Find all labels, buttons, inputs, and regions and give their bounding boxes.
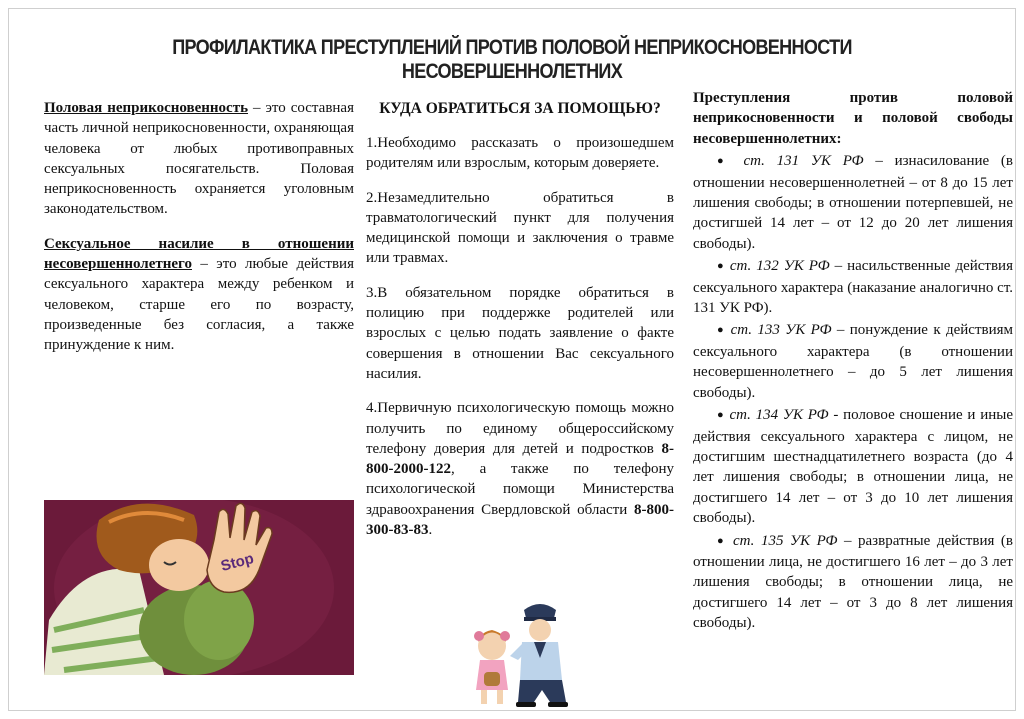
bullet-icon: ● xyxy=(717,409,725,422)
bullet-icon: ● xyxy=(717,260,725,273)
help-step-2: 2.Незамедлительно обратиться в травматологический пункт для получения медицинской помощи и заключения о травме или травмах. xyxy=(366,189,674,267)
stop-child-illustration xyxy=(44,500,354,675)
crime-article-text: – изнасилование (в отношении несовершеннолетней – от 8 до 15 лет лишения свободы; в отношении потерпевшей, не достигшей 14 лет – от 12 до 20 лет лишения свободы). xyxy=(693,153,1014,252)
police-girl-illustration xyxy=(462,598,572,710)
help-heading: КУДА ОБРАТИТЬСЯ ЗА ПОМОЩЬЮ? xyxy=(379,100,661,117)
crime-article-number: ст. 132 УК РФ xyxy=(729,258,830,275)
right-column xyxy=(693,88,1013,634)
term-1: Половая неприкосновенность xyxy=(44,100,249,116)
crime-list xyxy=(693,151,1013,633)
crime-article-item xyxy=(693,405,1013,528)
bullet-icon: ● xyxy=(717,534,727,547)
term-2: Сексуальное насилие в отношении несовершеннолетнего xyxy=(44,235,354,273)
help-step-1: 1.Необходимо рассказать о произошедшем родителям или взрослым, которым доверяете. xyxy=(366,135,674,172)
help-step-3: 3.В обязательном порядке обратиться в полицию при поддержке родителей или взрослых с целью подать заявление о факте совершения в отношении Вас сексуального насилия. xyxy=(366,284,674,382)
crimes-lead: Преступления против половой неприкосновенности и половой свободы несовершеннолетних: xyxy=(693,90,1013,147)
crime-article-text: – понуждение к действиям сексуального характера (в отношении несовершеннолетнего – до 5 лет лишения свободы). xyxy=(693,322,1013,401)
crime-article-item xyxy=(693,531,1013,634)
hotline-phone-1: 8-800-2000-122 xyxy=(366,440,674,478)
stop-child-image xyxy=(44,500,354,675)
crime-article-text: – насильственные действия сексуального характера (наказание аналогично ст. 131 УК РФ). xyxy=(693,258,1013,317)
crime-article-number: ст. 131 УК РФ xyxy=(743,153,864,170)
crime-article-number: ст. 134 УК РФ xyxy=(729,407,829,424)
definition-1: – это составная часть личной неприкосновенности, охраняющая человека от любых противоправных сексуальных посягательств. Половая неприкосновенность охраняется уголовным законодательством. xyxy=(44,100,354,218)
definition-paragraph-2 xyxy=(44,234,354,356)
police-girl-image xyxy=(462,598,572,710)
definition-paragraph-1 xyxy=(44,98,354,220)
stop-hand-text: Stop xyxy=(219,549,256,575)
crime-article-text: - половое сношение и иные действия сексуального характера с лицом, не достигшим шестнадцатилетнего возраста (до 4 лет лишения свободы; в отношении лица, не достигшего 14 лет – от 3 до 10 лет лишения свободы). xyxy=(693,407,1013,527)
help-step-4-text-c: . xyxy=(428,522,433,539)
help-step-4-text-b: , а также по телефону психологической помощи Министерства здравоохранения Свердловской области xyxy=(366,461,674,518)
crime-article-item xyxy=(693,151,1013,254)
hotline-phone-2: 8-800-300-83-83 xyxy=(366,501,674,539)
crime-article-text: – развратные действия (в отношении лица, не достигшего 16 лет – до 3 лет лишения свободы; в отношении лица, не достигшего 14 лет – от 3 до 8 лет лишения свободы). xyxy=(693,532,1013,632)
middle-column xyxy=(366,98,674,554)
bullet-icon: ● xyxy=(717,155,732,168)
help-step-4 xyxy=(366,398,674,540)
left-column xyxy=(44,98,354,356)
crime-article-number: ст. 133 УК РФ xyxy=(730,322,832,339)
crime-article-item xyxy=(693,256,1013,318)
crime-article-number: ст. 135 УК РФ xyxy=(733,532,838,549)
crime-article-item xyxy=(693,320,1013,403)
definition-2: – это любые действия сексуального характера между ребенком и человеком, старше его по возрасту, произведенные без согласия, а также принуждение к ним. xyxy=(44,256,354,354)
bullet-icon: ● xyxy=(717,324,726,337)
page-title: ПРОФИЛАКТИКА ПРЕСТУПЛЕНИЙ ПРОТИВ ПОЛОВОЙ НЕПРИКОСНОВЕННОСТИ НЕСОВЕРШЕННОЛЕТНИХ xyxy=(172,36,852,83)
help-step-4-text-a: 4.Первичную психологическую помощь можно получить по единому общероссийскому телефону доверия для детей и подростков xyxy=(366,400,674,457)
